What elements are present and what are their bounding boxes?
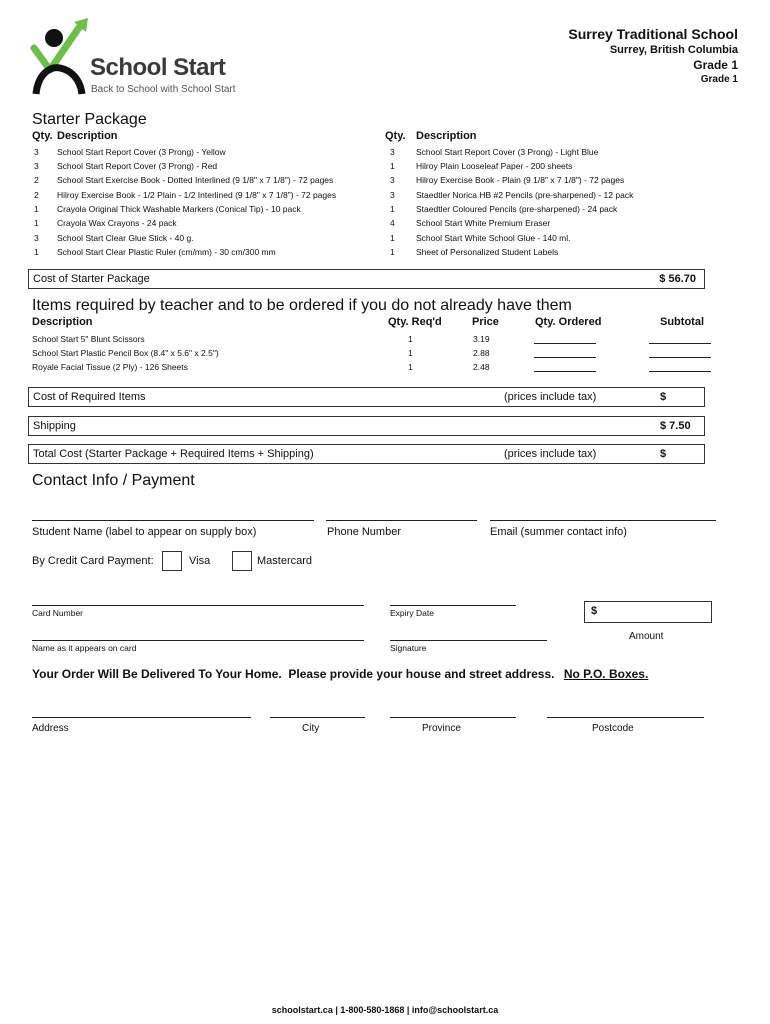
address-input[interactable] <box>32 717 251 718</box>
list-item: 3 <box>390 190 395 200</box>
qty-ordered-input[interactable] <box>534 357 596 358</box>
starter-qty-header-right: Qty. <box>385 130 406 142</box>
list-item: 1 <box>34 247 39 257</box>
subtotal-field[interactable] <box>649 371 711 372</box>
city-input[interactable] <box>270 717 365 718</box>
total-cost-label: Total Cost (Starter Package + Required Items + Shipping) <box>33 448 314 460</box>
delivery-notice <box>32 667 648 681</box>
qty-ordered-input[interactable] <box>534 371 596 372</box>
required-subtotal-header: Subtotal <box>660 316 704 328</box>
grade-title: Grade 1 <box>693 58 738 72</box>
list-item: 3 <box>390 147 395 157</box>
name-on-card-input[interactable] <box>32 640 364 641</box>
required-item-qty: 1 <box>408 348 413 358</box>
starter-desc-header-left: Description <box>57 130 118 142</box>
list-item-desc: Crayola Original Thick Washable Markers (Conical Tip) - 10 pack <box>57 204 301 214</box>
amount-input[interactable] <box>584 601 712 623</box>
required-ordered-header: Qty. Ordered <box>535 316 602 328</box>
list-item: 2 <box>34 175 39 185</box>
list-item: 1 <box>390 204 395 214</box>
list-item: 3 <box>34 161 39 171</box>
required-item-price: 3.19 <box>473 334 490 344</box>
list-item-desc: Hilroy Exercise Book - Plain (9 1/8" x 7 1/8") - 72 pages <box>416 175 625 185</box>
shipping-value: $ 7.50 <box>660 420 691 432</box>
list-item-desc: Hilroy Exercise Book - 1/2 Plain - 1/2 Interlined (9 1/8" x 7 1/8") - 72 pages <box>57 190 337 200</box>
city-label: City <box>302 723 320 734</box>
required-item-price: 2.88 <box>473 348 490 358</box>
subtotal-field[interactable] <box>649 343 711 344</box>
list-item: 1 <box>34 218 39 228</box>
province-label: Province <box>422 723 461 734</box>
required-item-desc: School Start 5" Blunt Scissors <box>32 334 145 344</box>
required-cost-value[interactable]: $ <box>660 391 667 403</box>
list-item-desc: School Start White Premium Eraser <box>416 218 551 228</box>
list-item-desc: School Start Report Cover (3 Prong) - Yellow <box>57 147 226 157</box>
list-item: 3 <box>34 147 39 157</box>
required-price-header: Price <box>472 316 499 328</box>
mastercard-label: Mastercard <box>257 555 313 567</box>
email-input[interactable] <box>490 520 716 521</box>
required-item-qty: 1 <box>408 334 413 344</box>
delivery-notice-text: Your Order Will Be Delivered To Your Home. Please provide your house and street address. <box>32 667 555 681</box>
list-item-desc: School Start Report Cover (3 Prong) - Light Blue <box>416 147 599 157</box>
list-item-desc: Crayola Wax Crayons - 24 pack <box>57 218 177 228</box>
phone-input[interactable] <box>326 520 477 521</box>
expiry-date-label: Expiry Date <box>390 608 434 618</box>
grade-subtitle: Grade 1 <box>700 74 738 85</box>
subtotal-field[interactable] <box>649 357 711 358</box>
shipping-label: Shipping <box>33 420 76 432</box>
list-item: 3 <box>34 233 39 243</box>
logo-wordmark: School Start <box>90 54 226 81</box>
mastercard-checkbox[interactable] <box>232 551 252 571</box>
required-item-price: 2.48 <box>473 362 490 372</box>
amount-label: Amount <box>629 631 664 642</box>
list-item-desc: Staedtler Coloured Pencils (pre-sharpened) - 24 pack <box>416 204 618 214</box>
starter-desc-header-right: Description <box>416 130 477 142</box>
contact-payment-title: Contact Info / Payment <box>32 472 195 489</box>
signature-label: Signature <box>390 643 427 653</box>
list-item-desc: Staedtler Norica HB #2 Pencils (pre-sharpened) - 12 pack <box>416 190 634 200</box>
list-item: 4 <box>390 218 395 228</box>
list-item-desc: School Start Clear Plastic Ruler (cm/mm) - 30 cm/300 mm <box>57 247 276 257</box>
starter-package-title: Starter Package <box>32 111 147 128</box>
card-number-label: Card Number <box>32 608 84 618</box>
logo-tagline: Back to School with School Start <box>91 84 236 95</box>
total-tax-note: (prices include tax) <box>504 448 597 460</box>
starter-cost-box <box>28 269 705 289</box>
footer-contact: schoolstart.ca | 1-800-580-1868 | info@schoolstart.ca <box>271 1005 499 1015</box>
qty-ordered-input[interactable] <box>534 343 596 344</box>
signature-input[interactable] <box>390 640 547 641</box>
total-cost-value[interactable]: $ <box>660 448 667 460</box>
expiry-date-input[interactable] <box>390 605 516 606</box>
list-item-desc: School Start White School Glue - 140 ml. <box>416 233 571 243</box>
list-item: 2 <box>34 190 39 200</box>
starter-cost-value: $ 56.70 <box>659 273 696 285</box>
starter-cost-label: Cost of Starter Package <box>33 273 150 285</box>
required-cost-box <box>28 387 705 407</box>
list-item: 1 <box>390 247 395 257</box>
required-qty-header: Qty. Req'd <box>388 316 442 328</box>
logo <box>28 18 248 98</box>
province-input[interactable] <box>390 717 516 718</box>
school-start-logo-icon <box>28 18 90 96</box>
required-item-desc: School Start Plastic Pencil Box (8.4" x 5.6" x 2.5") <box>32 348 219 358</box>
address-label: Address <box>32 723 69 734</box>
visa-label: Visa <box>189 555 211 567</box>
total-cost-box <box>28 444 705 464</box>
name-on-card-label: Name as it appears on card <box>32 643 137 653</box>
visa-checkbox[interactable] <box>162 551 182 571</box>
list-item-desc: Hilroy Plain Looseleaf Paper - 200 sheets <box>416 161 573 171</box>
list-item-desc: School Start Exercise Book - Dotted Interlined (9 1/8" x 7 1/8") - 72 pages <box>57 175 334 185</box>
list-item-desc: School Start Report Cover (3 Prong) - Red <box>57 161 218 171</box>
list-item-desc: School Start Clear Glue Stick - 40 g. <box>57 233 194 243</box>
student-name-input[interactable] <box>32 520 314 521</box>
student-name-label: Student Name (label to appear on supply box) <box>32 526 257 538</box>
required-items-title: Items required by teacher and to be ordered if you do not already have them <box>32 297 572 314</box>
required-tax-note: (prices include tax) <box>504 391 597 403</box>
phone-label: Phone Number <box>327 526 401 538</box>
required-item-desc: Royale Facial Tissue (2 Ply) - 126 Sheets <box>32 362 188 372</box>
list-item-desc: Sheet of Personalized Student Labels <box>416 247 559 257</box>
starter-qty-header-left: Qty. <box>32 130 53 142</box>
postcode-input[interactable] <box>547 717 704 718</box>
required-desc-header: Description <box>32 316 93 328</box>
list-item: 1 <box>390 161 395 171</box>
postcode-label: Postcode <box>592 723 634 734</box>
required-cost-label: Cost of Required Items <box>33 391 146 403</box>
required-item-qty: 1 <box>408 362 413 372</box>
no-po-boxes-note: No P.O. Boxes. <box>563 667 649 681</box>
list-item: 3 <box>390 175 395 185</box>
shipping-box <box>28 416 705 436</box>
payment-method-label: By Credit Card Payment: <box>32 555 154 567</box>
list-item: 1 <box>34 204 39 214</box>
school-location: Surrey, British Columbia <box>609 44 738 56</box>
card-number-input[interactable] <box>32 605 364 606</box>
amount-dollar-sign: $ <box>591 605 598 617</box>
school-name: Surrey Traditional School <box>568 26 738 42</box>
email-label: Email (summer contact info) <box>490 526 627 538</box>
list-item: 1 <box>390 233 395 243</box>
